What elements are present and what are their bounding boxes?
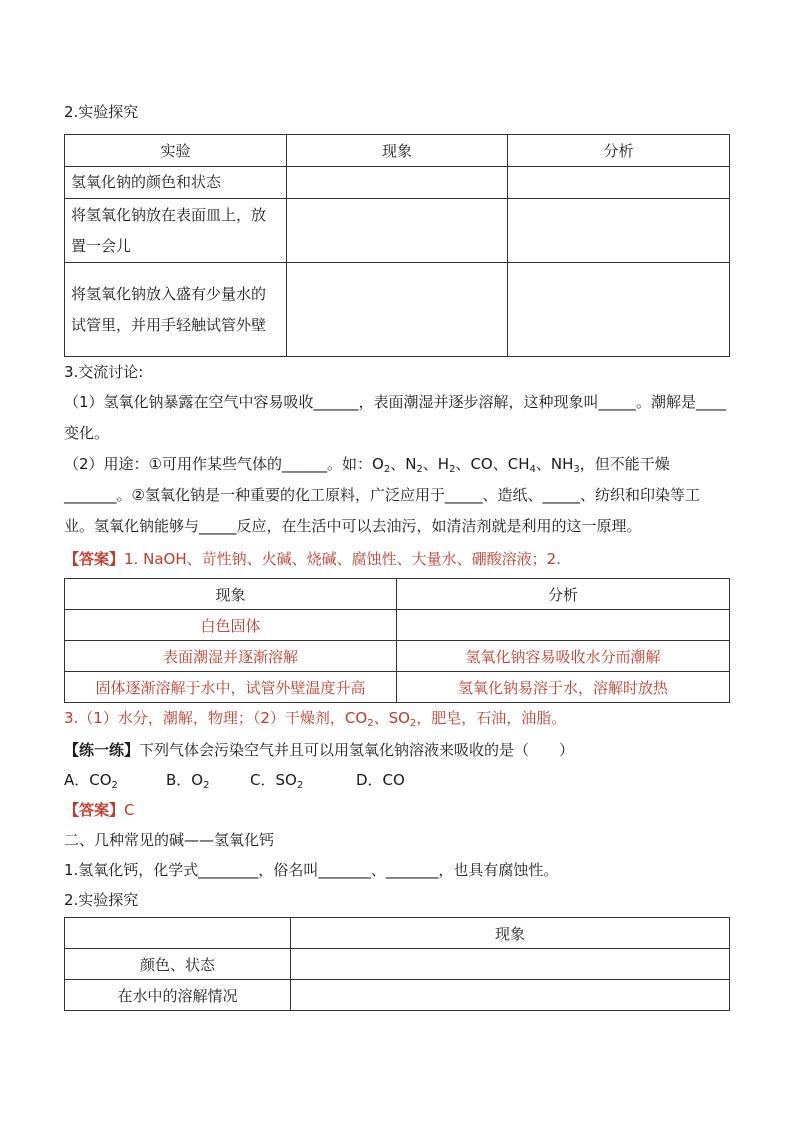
answer-tag: 【答案】 <box>64 550 125 568</box>
option-d: D．CO <box>356 771 405 789</box>
table-cell: 白色固体 <box>65 610 397 641</box>
answer-line-2 <box>64 795 729 825</box>
calcium-hydroxide-line: 1.氢氧化钙，化学式________，俗名叫_______、_______，也具有腐蚀性。 <box>64 861 559 879</box>
table-cell: 将氢氧化钠放入盛有少量水的试管里，并用手轻触试管外壁 <box>65 263 287 357</box>
option-b: B．$O_2$ <box>166 771 210 791</box>
table-cell <box>397 610 730 641</box>
table-cell: 氢氧化钠容易吸收水分而潮解 <box>397 641 730 672</box>
table-cell: 颜色、状态 <box>65 949 291 980</box>
table-cell-blank <box>508 263 730 357</box>
table-header <box>65 918 291 949</box>
answer-line <box>64 544 729 574</box>
table-header: 分析 <box>397 579 730 610</box>
discussion-title: 3.交流讨论: <box>64 363 144 381</box>
table-cell-blank <box>291 980 730 1011</box>
option-a: A．$CO_2$ <box>64 771 118 791</box>
answer-table-naoh <box>64 578 730 703</box>
answer-text: 1. NaOH、苛性钠、火碱、烧碱、腐蚀性、大量水、硼酸溶液；2. <box>124 550 561 568</box>
table-cell: 氢氧化钠易溶于水，溶解时放热 <box>397 672 730 703</box>
table-cell-blank <box>287 199 508 263</box>
practice-question <box>64 735 729 765</box>
table-cell: 固体逐渐溶解于水中，试管外壁温度升高 <box>65 672 397 703</box>
section-heading: 2.实验探究 <box>64 891 139 909</box>
table-cell-blank <box>508 167 730 199</box>
table-cell: 将氢氧化钠放在表面皿上，放置一会儿 <box>65 199 287 263</box>
answer-tag: 【答案】 <box>64 801 125 819</box>
table-header: 分析 <box>508 135 730 167</box>
discussion-q1: （1）氢氧化钠暴露在空气中容易吸收______，表面潮湿并逐步溶解，这种现象叫_____。潮解是____变化。 <box>64 393 727 442</box>
document-page <box>64 98 729 1011</box>
table-header: 实验 <box>65 135 287 167</box>
discussion-q2: （2）用途：①可用作某些气体的______。如：$O_2$、$N_2$、$H_2$、CO、$CH_4$、$NH_3$，但不能干燥_______。②氢氧化钠是一种重要的化工原料，广泛应用于_____、造纸、_____、纺织和印染等工业。氢氧化钠能够与_____反应，在生活中可以去油污，如清洁剂就是利用的这一原理。 <box>64 455 700 535</box>
table-header: 现象 <box>291 918 730 949</box>
table-header: 现象 <box>65 579 397 610</box>
table-cell-blank <box>287 263 508 357</box>
table-cell-blank <box>508 199 730 263</box>
practice-options <box>64 765 729 795</box>
table-header: 现象 <box>287 135 508 167</box>
practice-tag: 【练一练】 <box>64 741 140 759</box>
table-cell-blank <box>287 167 508 199</box>
practice-text: 下列气体会污染空气并且可以用氢氧化钠溶液来吸收的是（ ） <box>139 741 575 759</box>
table-cell: 氢氧化钠的颜色和状态 <box>65 167 287 199</box>
table-cell: 表面潮湿并逐渐溶解 <box>65 641 397 672</box>
answer-text: C <box>124 801 135 819</box>
answer-line-3: 3.（1）水分，潮解，物理；（2）干燥剂，$CO_2$、$SO_2$，肥皂，石油，油脂。 <box>64 709 567 729</box>
experiment-table-caoh2 <box>64 917 730 1011</box>
section-title: 二、几种常见的碱——氢氧化钙 <box>64 831 275 849</box>
table-cell-blank <box>291 949 730 980</box>
table-cell: 在水中的溶解情况 <box>65 980 291 1011</box>
option-c: C．$SO_2$ <box>250 771 304 791</box>
section-heading: 2.实验探究 <box>64 103 139 121</box>
experiment-table-naoh <box>64 134 730 357</box>
